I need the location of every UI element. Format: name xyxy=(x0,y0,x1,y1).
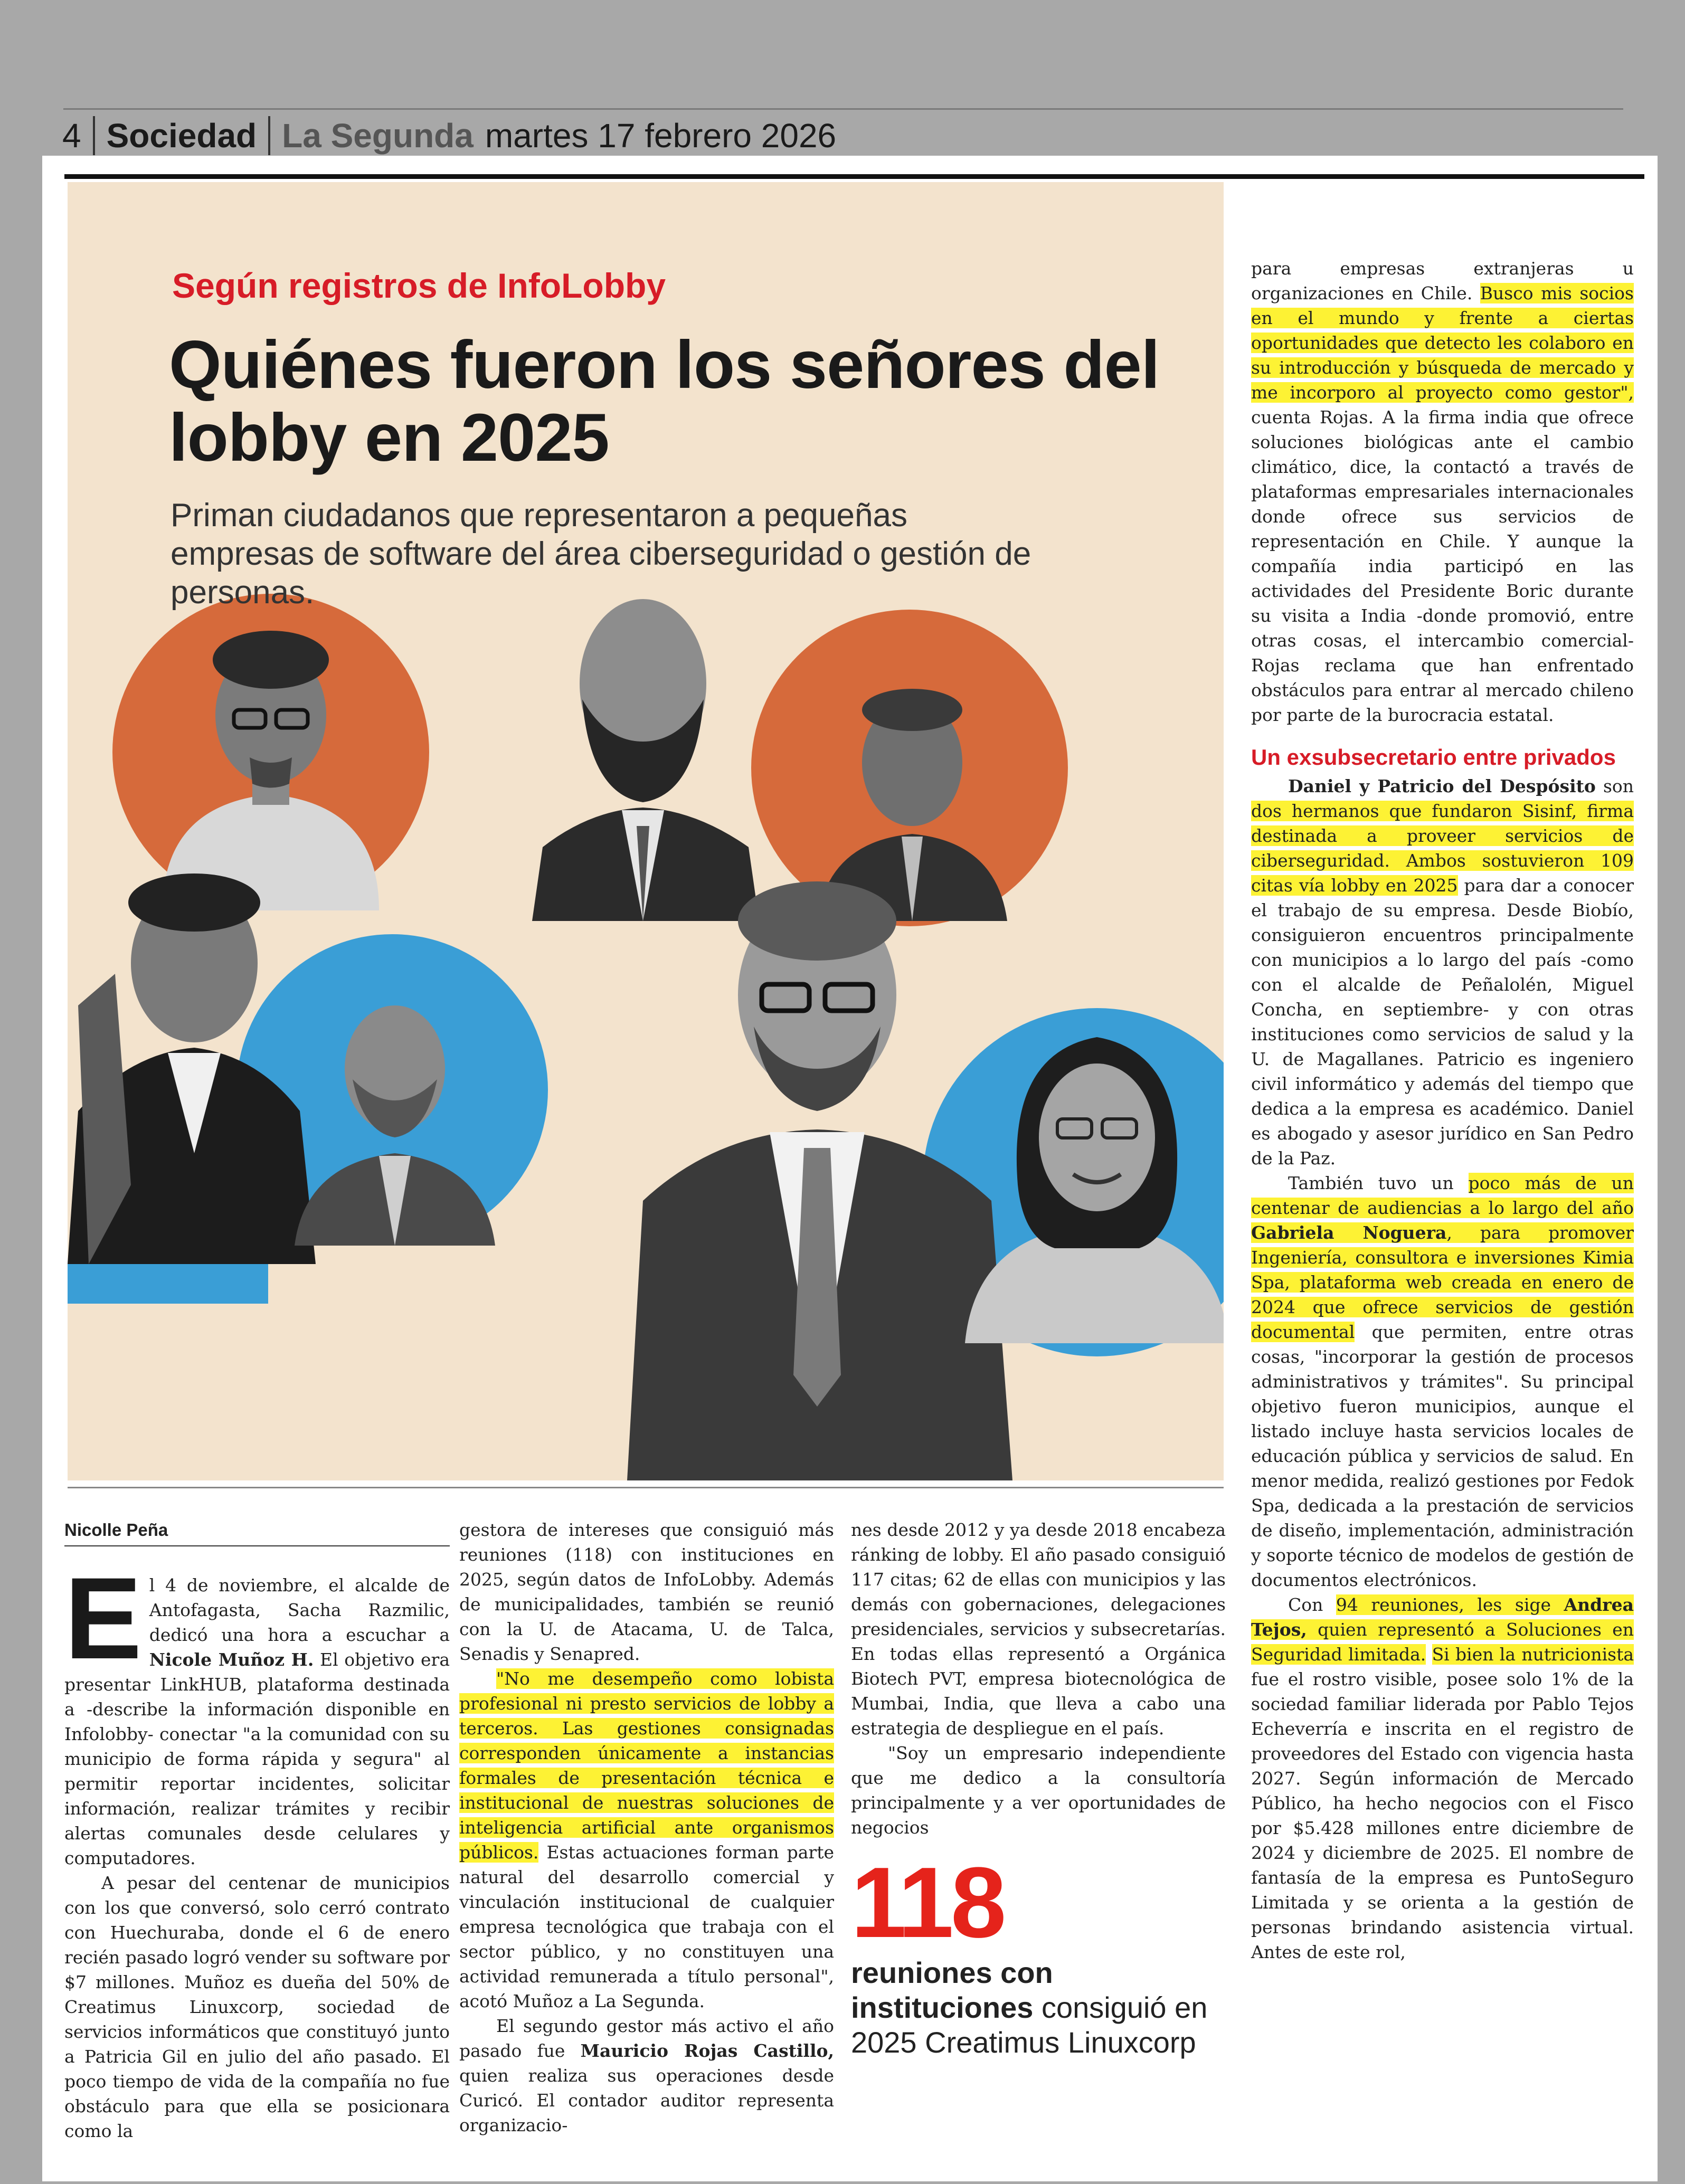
highlighted-quote: "No me desempeño como lobista profesional ni presto servicios de lobby a terceros. Las gestiones consignadas corresponden únicamente a instancias formales de presentación técnica e institucional de nuestras soluciones de inteligencia artificial ante organismos públicos. xyxy=(459,1668,834,1863)
highlighted-text: dos hermanos que fundaron Sisinf, firma destinada a proveer servicios de ciberseguridad. Ambos sostuvieron 109 citas vía lobby en 2025 xyxy=(1251,801,1634,896)
person-name: Gabriela Noguera xyxy=(1251,1222,1447,1243)
drop-cap: E xyxy=(64,1553,142,1683)
body-column-1 xyxy=(64,1553,450,2143)
body-column-2 xyxy=(459,1517,834,2138)
headline: Quiénes fueron los señores del lobby en 2025 xyxy=(169,327,1160,476)
highlighted-text: , para promover Ingeniería, consultora e inversiones Kimia Spa, plataforma web creada en enero de 2024 que ofrece servicios de gestión documental xyxy=(1251,1222,1634,1342)
top-rule xyxy=(63,108,1623,110)
header-thick-rule xyxy=(64,174,1644,179)
newspaper-name: La Segunda xyxy=(282,117,474,155)
stat-number: 118 xyxy=(851,1847,1004,1959)
illustration-bottom-rule xyxy=(68,1487,1224,1488)
person-name: Mauricio Rojas Castillo, xyxy=(580,2040,834,2061)
header-divider xyxy=(268,116,270,155)
paragraph: nes desde 2012 y ya desde 2018 encabeza ránking de lobby. El año pasado consiguió 117 citas; 62 de ellas con municipios y las demás con gobernaciones, delegaciones presidenciales, servicios y subsecretarías. En todas ellas representó a Orgánica Biotech PVT, empresa biotecnológica de Mumbai, India, que lleva a cabo una estrategia de despliegue en el país. xyxy=(851,1520,1226,1739)
section-name: Sociedad xyxy=(106,117,257,155)
highlighted-text: Si bien la nutricionista xyxy=(1432,1644,1634,1665)
highlighted-quote: Busco mis socios en el mundo y frente a ciertas oportunidades que detecto les colaboro en su introducción y búsqueda de mercado y me incorporo al proyecto como gestor", xyxy=(1251,283,1634,403)
paragraph: gestora de intereses que consiguió más reuniones (118) con instituciones en 2025, según datos de InfoLobby. Además de municipalidades, también se reunió con la U. de Atacama, U. de Talca, Senadis y Senapred. xyxy=(459,1520,834,1664)
highlighted-text: quien representó a Soluciones en Seguridad limitada. xyxy=(1251,1619,1634,1665)
paragraph: A pesar del centenar de municipios con los que conversó, solo cerró contrato con Huechuraba, donde el 6 de enero recién pasado logró vender su software por $7 millones. Muñoz es dueña del 50% de Creatimus Linuxcorp, sociedad de servicios informáticos que constituyó junto a Patricia Gil en julio del año pasado. El poco tiempo de vida de la compañía no fue obstáculo para que ella se posicionara como la xyxy=(64,1873,450,2141)
paragraph: Con 94 reuniones, les sige Andrea Tejos, quien representó a Soluciones en Seguridad limitada. Si bien la nutricionista fue el rostro visible, posee solo 1% de la sociedad familiar liderada por Pablo Tejos Echeverría e inscrita en el registro de proveedores del Estado con vigencia hasta 2027. Según información de Mercado Público, ha hecho negocios con el Fisco por $5.428 millones entre diciembre de 2024 y diciembre de 2025. El nombre de fantasía de la empresa es PuntoSeguro Limitada y se orienta a la gestión de personas brindando asistencia virtual. Antes de este rol, xyxy=(1251,1594,1634,1962)
newspaper-page xyxy=(42,156,1658,2181)
highlighted-text: 94 reuniones, les sige xyxy=(1336,1594,1564,1615)
paragraph: El segundo gestor más activo el año pasado fue Mauricio Rojas Castillo, quien realiza sus operaciones desde Curicó. El contador auditor representa organizacio- xyxy=(459,2016,834,2135)
paragraph: También tuvo un poco más de un centenar de audiencias a lo largo del año Gabriela Noguera, para promover Ingeniería, consultora e inversiones Kimia Spa, plataforma web creada en enero de 2024 que ofrece servicios de gestión documental que permiten, entre otras cosas, "incorporar la gestión de procesos administrativos y trámites". Su principal objetivo fueron municipios, aunque el listado incluye hasta servicios locales de educación pública y servicios de salud. En menor medida, realizó gestiones por Fedok Spa, dedicada a la prestación de servicios de diseño, implementación, administración y soporte técnico de modelos de gestión de documentos electrónicos. xyxy=(1251,1173,1634,1590)
body-column-4 xyxy=(1251,256,1634,1964)
body-column-3 xyxy=(851,1517,1226,1840)
highlighted-text: poco más de un centenar de audiencias a lo largo del año xyxy=(1251,1173,1634,1218)
paragraph: Daniel y Patricio del Despósito son dos hermanos que fundaron Sisinf, firma destinada a proveer servicios de ciberseguridad. Ambos sostuvieron 109 citas vía lobby en 2025 para dar a conocer el trabajo de su empresa. Desde Biobío, consiguieron encuentros principalmente con municipios a lo largo del país -como con el alcalde de Peñalolén, Miguel Concha, en septiembre- y con otras instituciones como servicios de salud y la U. de Magallanes. Patricio es ingeniero civil informático y además del tiempo que dedica a la empresa es académico. Daniel es abogado y asesor jurídico en San Pedro de la Paz. xyxy=(1251,776,1634,1169)
header-divider xyxy=(93,116,95,155)
deck: Priman ciudadanos que representaron a pequeñas empresas de software del área ciberseguridad o gestión de personas. xyxy=(171,497,1031,611)
quote-paragraph: "No me desempeño como lobista profesional ni presto servicios de lobby a terceros. Las gestiones consignadas corresponden únicamente a instancias formales de presentación técnica e institucional de nuestras soluciones de inteligencia artificial ante organismos públicos. Estas actuaciones forman parte natural del desarrollo comercial y vinculación institucional de cualquier empresa tecnológica que trabaja con el sector público, y no constituyen una actividad remunerada a título personal", acotó Muñoz a La Segunda. xyxy=(459,1668,834,2011)
blue-block xyxy=(68,1264,268,1304)
person-name: Andrea Tejos, xyxy=(1251,1594,1634,1640)
subheading: Un exsubsecretario entre privados xyxy=(1251,745,1616,770)
byline: Nicolle Peña xyxy=(64,1520,450,1546)
paragraph: "Soy un empresario independiente que me dedico a la consultoría principalmente y a ver oportunidades de negocios xyxy=(851,1743,1226,1838)
stat-caption-bold: reuniones con instituciones xyxy=(851,1956,1053,2024)
paragraph: para empresas extranjeras u organizaciones en Chile. Busco mis socios en el mundo y frente a ciertas oportunidades que detecto les colaboro en su introducción y búsqueda de mercado y me incorporo al proyecto como gestor", cuenta Rojas. A la firma india que ofrece soluciones biológicas ante el cambio climático, dice, la contactó a través de plataformas empresariales internacionales donde ofrece sus servicios de representación en Chile. Y aunque la compañía india participó en las actividades del Presidente Boric durante su visita a India -donde promovió, entre otras cosas, el intercambio comercial- Rojas reclama que han enfrentado obstáculos para entrar al mercado chileno por parte de la burocracia estatal. xyxy=(1251,258,1634,725)
page-header xyxy=(62,112,836,159)
page-number: 4 xyxy=(62,117,81,155)
portrait-man-center-glasses xyxy=(627,881,1012,1480)
person-name: Nicole Muñoz H. xyxy=(149,1649,314,1670)
portrait-bearded-man-top-center xyxy=(532,599,759,921)
issue-date: martes 17 febrero 2026 xyxy=(485,117,837,155)
stat-caption: reuniones con instituciones consiguió en 2025 Creatimus Linuxcorp xyxy=(851,1956,1208,2059)
feature-illustration xyxy=(68,182,1224,1480)
kicker: Según registros de InfoLobby xyxy=(172,266,666,305)
paragraph: El 4 de noviembre, el alcalde de Antofagasta, Sacha Razmilic, dedicó una hora a escuchar a Nicole Muñoz H. El objetivo era presentar LinkHUB, plataforma destinada a -describe la información disponible en Infolobby- conectar "a la comunidad con su municipio de forma rápida y segura" al permitir reportar incidentes, solicitar información, realizar trámites y recibir alertas comunales desde celulares y computadores. xyxy=(64,1553,450,1868)
person-name: Daniel y Patricio del Despósito xyxy=(1288,776,1596,796)
